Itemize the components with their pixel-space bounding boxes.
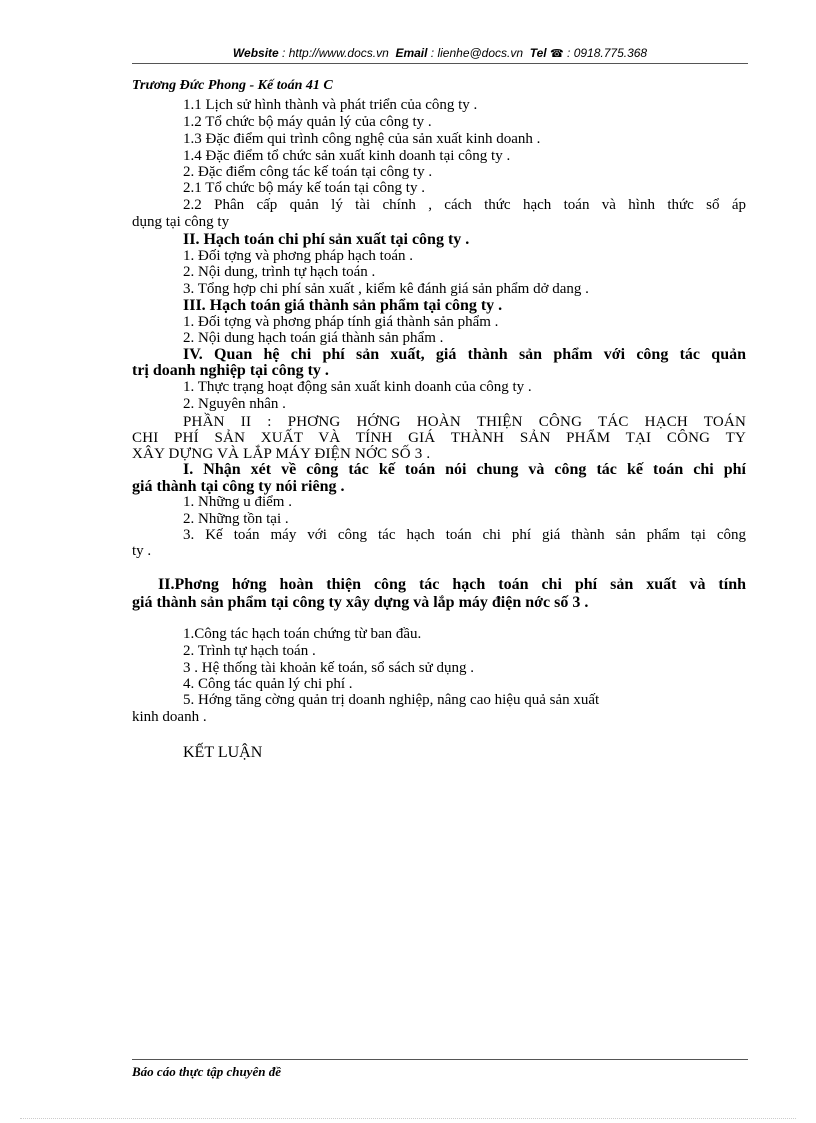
toc-line: 1.4 Đặc điểm tổ chức sản xuất kinh doanh tại công ty . [183, 148, 511, 164]
footer-divider [132, 1059, 748, 1060]
toc-line: 2. Đặc điểm công tác kế toán tại công ty . [183, 164, 433, 180]
toc-line: 5. Hớng tăng cờng quản trị doanh nghiệp, nâng cao hiệu quả sản xuất [183, 692, 600, 708]
website-url[interactable]: http://www.docs.vn [288, 46, 389, 60]
email-address[interactable]: lienhe@docs.vn [437, 46, 524, 60]
footer-text: Báo cáo thực tập chuyên đề [132, 1064, 281, 1079]
author-line: Trương Đức Phong - Kế toán 41 C [132, 78, 333, 93]
toc-line: 3 . Hệ thống tài khoản kế toán, sổ sách sử dụng . [183, 660, 474, 676]
email-label: Email [395, 46, 428, 60]
toc-line: ty . [132, 543, 152, 559]
toc-line: dụng tại công ty [132, 214, 230, 230]
page-edge-dots [20, 1118, 796, 1119]
toc-line: 1. Đối tợng và phơng pháp tính giá thành sản phẩm . [183, 314, 499, 330]
toc-line: 2.1 Tổ chức bộ máy kế toán tại công ty . [183, 180, 425, 196]
toc-line: 3. Tổng hợp chi phí sản xuất , kiểm kê đánh giá sản phẩm dở dang . [183, 281, 589, 297]
toc-line: 1. Những u điểm . [183, 494, 292, 510]
toc-line: 1.1 Lịch sử hình thành và phát triển của công ty . [183, 97, 478, 113]
toc-line: 2.2 Phân cấp quản lý tài chính , cách thức hạch toán và hình thức sổ áp [183, 197, 746, 213]
section-heading: giá thành sản phẩm tại công ty xây dựng và lắp máy điện nớc số 3 . [132, 594, 589, 611]
toc-line: kinh doanh . [132, 709, 207, 725]
toc-line: 4. Công tác quản lý chi phí . [183, 676, 353, 692]
conclusion-heading: KẾT LUẬN [183, 744, 263, 761]
toc-line: 2. Nguyên nhân . [183, 396, 286, 412]
website-label: Website [232, 46, 279, 60]
site-header: Website : http://www.docs.vn Email : lienhe@docs.vn Tel ☎ : 0918.775.368 [232, 46, 648, 60]
section-heading: I. Nhận xét về công tác kế toán nói chung và công tác kế toán chi phí [183, 461, 746, 478]
part-heading: PHẦN II : PHƠNG HỚNG HOÀN THIỆN CÔNG TÁC HẠCH TOÁN [183, 414, 746, 430]
part-heading: CHI PHÍ SẢN XUẤT VÀ TÍNH GIÁ THÀNH SẢN PHẨM TẠI CÔNG TY [132, 430, 746, 446]
toc-line: 1.Công tác hạch toán chứng từ ban đầu. [183, 626, 422, 642]
toc-line: 1.3 Đặc điểm qui trình công nghệ của sản xuất kinh doanh . [183, 131, 541, 147]
tel-number: 0918.775.368 [573, 46, 648, 60]
phone-icon: ☎ [549, 48, 564, 60]
toc-line: 2. Những tồn tại . [183, 511, 289, 527]
section-heading: giá thành tại công ty nói riêng . [132, 478, 345, 495]
toc-line: 3. Kế toán máy với công tác hạch toán chi phí giá thành sản phẩm tại công [183, 527, 746, 543]
section-heading: trị doanh nghiệp tại công ty . [132, 362, 329, 379]
part-heading: XÂY DỰNG VÀ LẮP MÁY ĐIỆN NỚC SỐ 3 . [132, 446, 431, 462]
toc-line: 2. Nội dung, trình tự hạch toán . [183, 264, 376, 280]
toc-line: 1.2 Tổ chức bộ máy quản lý của công ty . [183, 114, 432, 130]
section-heading: IV. Quan hệ chi phí sản xuất, giá thành sản phẩm với công tác quản [183, 346, 746, 363]
toc-line: 1. Đối tợng và phơng pháp hạch toán . [183, 248, 413, 264]
toc-line: 1. Thực trạng hoạt động sản xuất kinh doanh của công ty . [183, 379, 532, 395]
toc-line: 2. Nội dung hạch toán giá thành sản phẩm . [183, 330, 444, 346]
section-heading: II.Phơng hớng hoàn thiện công tác hạch toán chi phí sản xuất và tính [158, 576, 746, 593]
header-divider [132, 63, 748, 64]
section-heading: II. Hạch toán chi phí sản xuất tại công ty . [183, 231, 470, 248]
section-heading: III. Hạch toán giá thành sản phẩm tại công ty . [183, 297, 503, 314]
toc-line: 2. Trình tự hạch toán . [183, 643, 316, 659]
tel-label: Tel [529, 46, 547, 60]
